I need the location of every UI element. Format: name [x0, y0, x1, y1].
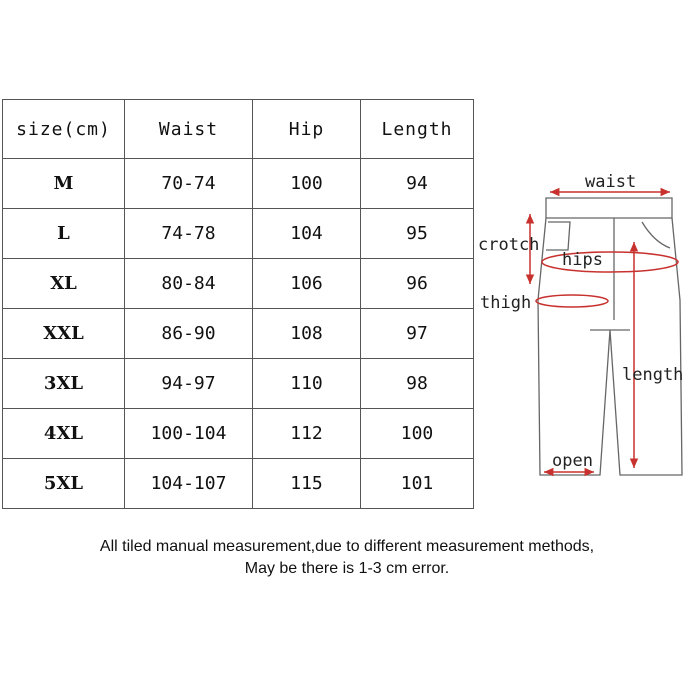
- table-header-row: [3, 100, 474, 159]
- table-row: [3, 259, 474, 309]
- waist-cell: 80-84: [125, 259, 253, 309]
- length-cell: 95: [361, 209, 474, 259]
- measurement-arrows: [530, 192, 678, 472]
- size-cell: 3XL: [3, 359, 125, 409]
- table-row: [3, 309, 474, 359]
- waist-cell: 74-78: [125, 209, 253, 259]
- header-hip: Hip: [253, 100, 361, 159]
- waist-cell: 104-107: [125, 459, 253, 509]
- waist-cell: 94-97: [125, 359, 253, 409]
- hip-cell: 112: [253, 409, 361, 459]
- thigh-ellipse: [536, 295, 608, 307]
- size-cell: L: [3, 209, 125, 259]
- diagram-labels: [478, 172, 683, 471]
- table-row: [3, 409, 474, 459]
- length-cell: 98: [361, 359, 474, 409]
- length-cell: 100: [361, 409, 474, 459]
- hip-cell: 100: [253, 159, 361, 209]
- length-cell: 96: [361, 259, 474, 309]
- front-pocket: [546, 222, 570, 250]
- label-waist: waist: [585, 172, 637, 192]
- back-pocket: [642, 222, 670, 248]
- size-chart-table: [2, 99, 474, 509]
- hip-cell: 115: [253, 459, 361, 509]
- header-size: size(cm): [3, 100, 125, 159]
- label-hips: hips: [562, 250, 603, 270]
- label-open: open: [552, 451, 593, 471]
- table-row: [3, 159, 474, 209]
- length-cell: 94: [361, 159, 474, 209]
- waist-cell: 70-74: [125, 159, 253, 209]
- size-cell: XL: [3, 259, 125, 309]
- pants-body: [538, 218, 682, 475]
- label-length: length: [622, 365, 684, 385]
- hip-cell: 108: [253, 309, 361, 359]
- hip-cell: 106: [253, 259, 361, 309]
- label-crotch: crotch: [478, 235, 540, 255]
- waist-cell: 86-90: [125, 309, 253, 359]
- length-cell: 101: [361, 459, 474, 509]
- table-row: [3, 209, 474, 259]
- size-cell: M: [3, 159, 125, 209]
- size-cell: 5XL: [3, 459, 125, 509]
- pants-measurement-diagram: [474, 150, 692, 495]
- note-line-1: All tiled manual measurement,due to different measurement methods,: [99, 538, 595, 555]
- label-thigh: thigh: [480, 293, 532, 313]
- pants-outline: [538, 198, 682, 475]
- size-cell: 4XL: [3, 409, 125, 459]
- hip-cell: 110: [253, 359, 361, 409]
- table-row: [3, 359, 474, 409]
- header-length: Length: [361, 100, 474, 159]
- note-line-2: May be there is 1-3 cm error.: [244, 560, 450, 577]
- table-row: [3, 459, 474, 509]
- length-cell: 97: [361, 309, 474, 359]
- measurement-note: [0, 536, 694, 580]
- waistband: [546, 198, 672, 218]
- waist-cell: 100-104: [125, 409, 253, 459]
- size-cell: XXL: [3, 309, 125, 359]
- header-waist: Waist: [125, 100, 253, 159]
- hip-cell: 104: [253, 209, 361, 259]
